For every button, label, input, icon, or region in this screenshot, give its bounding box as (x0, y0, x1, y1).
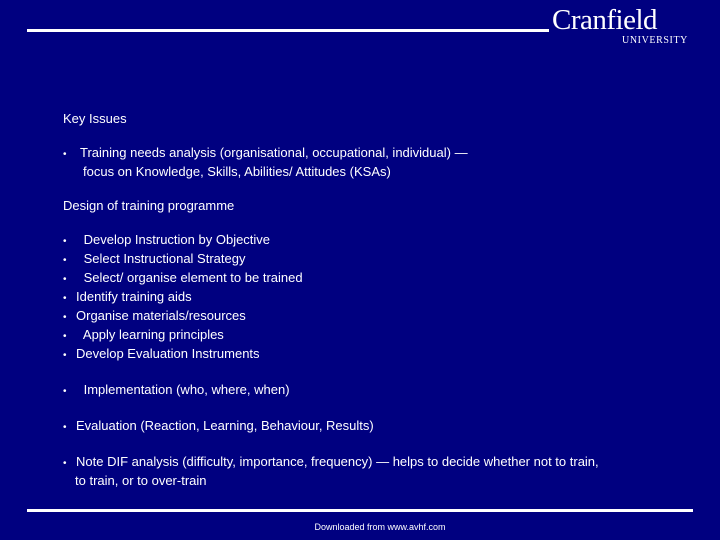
note-item-continuation: to train, or to over-train (75, 473, 207, 488)
list-item: • Apply learning principles (63, 326, 663, 345)
university-logo-subtitle: UNIVERSITY (622, 35, 688, 46)
bullet-icon: • (63, 350, 67, 361)
top-rule (27, 29, 549, 32)
bullet-icon: • (63, 422, 67, 433)
bullet-icon: • (63, 274, 67, 285)
list-item: • Develop Instruction by Objective (63, 231, 663, 250)
list-item: • Develop Evaluation Instruments (63, 345, 663, 364)
bullet-icon: • (63, 236, 67, 247)
key-issues-heading: Key Issues (63, 111, 127, 126)
bullet-icon: • (63, 255, 67, 266)
bullet-icon: • (63, 312, 67, 323)
bullet-icon: • (63, 293, 67, 304)
bullet-icon: • (63, 331, 67, 342)
bullet-icon: • (63, 458, 67, 469)
list-item: • Select Instructional Strategy (63, 250, 663, 269)
list-item: • Select/ organise element to be trained (63, 269, 663, 288)
note-item: • Note DIF analysis (difficulty, importance, frequency) — helps to decide whether not to train, (63, 453, 663, 472)
footer-source: Downloaded from www.avhf.com (314, 522, 446, 532)
list-item: • Training needs analysis (organisational, occupational, individual) — (63, 144, 663, 163)
bullet-icon: • (63, 149, 67, 160)
slide-content (63, 110, 663, 489)
list-item: • Identify training aids (63, 288, 663, 307)
university-logo: Cranfield (552, 4, 658, 36)
bullet-icon: • (63, 386, 67, 397)
bottom-rule (27, 509, 693, 512)
list-item: • Organise materials/resources (63, 307, 663, 326)
implementation-item: • Implementation (who, where, when) (63, 381, 663, 400)
design-heading: Design of training programme (63, 198, 235, 213)
evaluation-item: • Evaluation (Reaction, Learning, Behaviour, Results) (63, 417, 663, 436)
list-item-continuation: focus on Knowledge, Skills, Abilities/ Attitudes (KSAs) (83, 164, 391, 179)
